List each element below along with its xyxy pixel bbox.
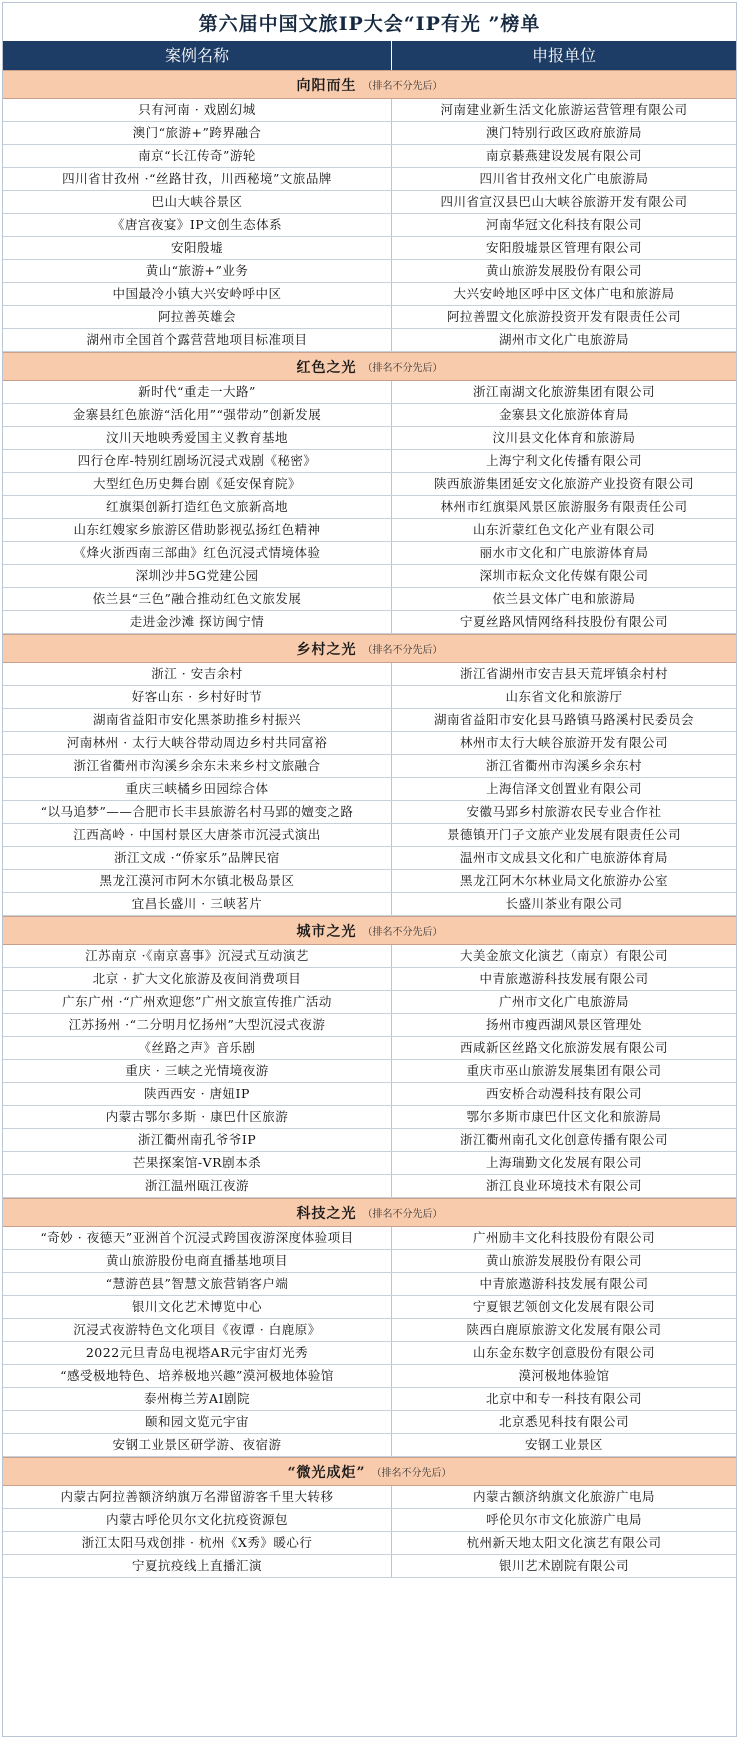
section-header bbox=[3, 1457, 736, 1486]
table-row bbox=[3, 1129, 736, 1152]
case-name-cell: 河南林州 · 太行大峡谷带动周边乡村共同富裕 bbox=[3, 732, 392, 754]
section-note: （排名不分先后） bbox=[362, 363, 443, 374]
table-row bbox=[3, 145, 736, 168]
applicant-cell: 阿拉善盟文化旅游投资开发有限责任公司 bbox=[446, 309, 681, 324]
applicant-cell: 黄山旅游发展股份有限公司 bbox=[485, 263, 642, 278]
applicant-cell: 北京悉见科技有限公司 bbox=[498, 1414, 629, 1429]
applicant-cell: 广州励丰文化科技股份有限公司 bbox=[472, 1230, 655, 1245]
applicant-cell: 浙江省湖州市安吉县天荒坪镇余村村 bbox=[459, 666, 668, 681]
applicant-cell: 西安桥合动漫科技有限公司 bbox=[485, 1086, 642, 1101]
table-row bbox=[3, 1411, 736, 1434]
case-name-cell: 江西高岭 · 中国村景区大唐茶市沉浸式演出 bbox=[3, 824, 392, 846]
table-row bbox=[3, 1060, 736, 1083]
table-row bbox=[3, 1365, 736, 1388]
table-row bbox=[3, 542, 736, 565]
case-name-cell: 浙江文成 ·“侨家乐”品牌民宿 bbox=[3, 847, 392, 869]
case-name-cell: 江苏南京 ·《南京喜事》沉浸式互动演艺 bbox=[3, 945, 392, 967]
applicant-cell: 重庆市巫山旅游发展集团有限公司 bbox=[466, 1063, 662, 1078]
table-row bbox=[3, 260, 736, 283]
case-name-cell: 内蒙古呼伦贝尔文化抗疫资源包 bbox=[3, 1509, 392, 1531]
table-row bbox=[3, 611, 736, 634]
applicant-cell: 广州市文化广电旅游局 bbox=[498, 994, 629, 1009]
applicant-cell: 四川省宣汉县巴山大峡谷旅游开发有限公司 bbox=[440, 194, 688, 209]
table-row bbox=[3, 214, 736, 237]
case-name-cell: 宜昌长盛川 · 三峡茗片 bbox=[3, 893, 392, 915]
applicant-cell: 宁夏丝路风情网络科技股份有限公司 bbox=[459, 614, 668, 629]
case-name-cell: “奇妙 · 夜德天”亚洲首个沉浸式跨国夜游深度体验项目 bbox=[3, 1227, 392, 1249]
table-row bbox=[3, 991, 736, 1014]
case-name-cell: “以马追梦”——合肥市长丰县旅游名村马郢的嬗变之路 bbox=[3, 801, 392, 823]
table-row bbox=[3, 1434, 736, 1457]
table-row bbox=[3, 1273, 736, 1296]
section-title: 科技之光 bbox=[296, 1205, 357, 1222]
case-name-cell: 巴山大峡谷景区 bbox=[3, 191, 392, 213]
table-row bbox=[3, 663, 736, 686]
applicant-cell: 安钢工业景区 bbox=[524, 1437, 603, 1452]
case-name-cell: 中国最冷小镇大兴安岭呼中区 bbox=[3, 283, 392, 305]
applicant-cell: 安阳殷墟景区管理有限公司 bbox=[485, 240, 642, 255]
applicant-cell: 大美金旅文化演艺（南京）有限公司 bbox=[459, 948, 668, 963]
applicant-cell: 浙江省衢州市沟溪乡余东村 bbox=[485, 758, 642, 773]
table-row bbox=[3, 778, 736, 801]
applicant-cell: 山东金东数字创意股份有限公司 bbox=[472, 1345, 655, 1360]
applicant-cell: 河南华冠文化科技有限公司 bbox=[485, 217, 642, 232]
case-name-cell: 广东广州 ·“广州欢迎您”广州文旅宣传推广活动 bbox=[3, 991, 392, 1013]
applicant-cell: 丽水市文化和广电旅游体育局 bbox=[479, 545, 649, 560]
case-name-cell: 银川文化艺术博览中心 bbox=[3, 1296, 392, 1318]
table-row bbox=[3, 1152, 736, 1175]
table-row bbox=[3, 945, 736, 968]
case-name-cell: 新时代“重走一大路” bbox=[3, 381, 392, 403]
case-name-cell: 安阳殷墟 bbox=[3, 237, 392, 259]
table-row bbox=[3, 732, 736, 755]
case-name-cell: 黑龙江漠河市阿木尔镇北极岛景区 bbox=[3, 870, 392, 892]
applicant-cell: 浙江衢州南孔文化创意传播有限公司 bbox=[459, 1132, 668, 1147]
table-row bbox=[3, 1227, 736, 1250]
table-row bbox=[3, 306, 736, 329]
table-row bbox=[3, 283, 736, 306]
case-name-cell: 大型红色历史舞台剧《延安保育院》 bbox=[3, 473, 392, 495]
table-row bbox=[3, 473, 736, 496]
table-row bbox=[3, 404, 736, 427]
applicant-cell: 中青旅遨游科技发展有限公司 bbox=[479, 1276, 649, 1291]
case-name-cell: 四行仓库-特别红剧场沉浸式戏剧《秘密》 bbox=[3, 450, 392, 472]
table-row bbox=[3, 237, 736, 260]
section-header bbox=[3, 916, 736, 945]
case-name-cell: 走进金沙滩 探访闽宁情 bbox=[3, 611, 392, 633]
applicant-cell: 上海宁利文化传播有限公司 bbox=[485, 453, 642, 468]
table-row bbox=[3, 1083, 736, 1106]
table-header bbox=[3, 41, 736, 70]
table-row bbox=[3, 381, 736, 404]
case-name-cell: 沉浸式夜游特色文化项目《夜谭 · 白鹿原》 bbox=[3, 1319, 392, 1341]
applicant-cell: 汶川县文化体育和旅游局 bbox=[492, 430, 636, 445]
case-name-cell: “感受极地特色、培养极地兴趣”漠河极地体验馆 bbox=[3, 1365, 392, 1387]
table-row bbox=[3, 1319, 736, 1342]
table-row bbox=[3, 519, 736, 542]
table-row bbox=[3, 709, 736, 732]
applicant-cell: 北京中和专一科技有限公司 bbox=[485, 1391, 642, 1406]
applicant-cell: 林州市红旗渠风景区旅游服务有限责任公司 bbox=[440, 499, 688, 514]
case-name-cell: 《唐宫夜宴》IP文创生态体系 bbox=[3, 214, 392, 236]
case-name-cell: 《丝路之声》音乐剧 bbox=[3, 1037, 392, 1059]
case-name-cell: 2022元旦青岛电视塔AR元宇宙灯光秀 bbox=[3, 1342, 392, 1364]
applicant-cell: 湖州市文化广电旅游局 bbox=[498, 332, 629, 347]
applicant-cell: 中青旅遨游科技发展有限公司 bbox=[479, 971, 649, 986]
case-name-cell: 芒果探案馆-VR剧本杀 bbox=[3, 1152, 392, 1174]
case-name-cell: 好客山东 · 乡村好时节 bbox=[3, 686, 392, 708]
applicant-cell: 景德镇开门子文旅产业发展有限责任公司 bbox=[446, 827, 681, 842]
applicant-cell: 长盛川茶业有限公司 bbox=[505, 896, 623, 911]
table-row bbox=[3, 565, 736, 588]
applicant-cell: 陕西旅游集团延安文化旅游产业投资有限公司 bbox=[433, 476, 694, 491]
case-name-cell: 浙江 · 安吉余村 bbox=[3, 663, 392, 685]
applicant-cell: 漠河极地体验馆 bbox=[518, 1368, 610, 1383]
section-title: 乡村之光 bbox=[296, 641, 357, 658]
table-row bbox=[3, 870, 736, 893]
case-name-cell: 内蒙古阿拉善额济纳旗万名滞留游客千里大转移 bbox=[3, 1486, 392, 1508]
table-row bbox=[3, 1296, 736, 1319]
case-name-cell: 浙江衢州南孔爷爷IP bbox=[3, 1129, 392, 1151]
table-row bbox=[3, 1106, 736, 1129]
section-title: 向阳而生 bbox=[296, 77, 357, 94]
applicant-cell: 银川艺术剧院有限公司 bbox=[498, 1558, 629, 1573]
table-row bbox=[3, 1037, 736, 1060]
table-row bbox=[3, 1175, 736, 1198]
table-row bbox=[3, 168, 736, 191]
applicant-cell: 呼伦贝尔市文化旅游广电局 bbox=[485, 1512, 642, 1527]
case-name-cell: 《烽火浙西南三部曲》红色沉浸式情境体验 bbox=[3, 542, 392, 564]
table-row bbox=[3, 1014, 736, 1037]
applicant-cell: 西咸新区丝路文化旅游发展有限公司 bbox=[459, 1040, 668, 1055]
section-note: （排名不分先后） bbox=[362, 1209, 443, 1220]
section-title: 城市之光 bbox=[296, 923, 357, 940]
case-name-cell: 宁夏抗疫线上直播汇演 bbox=[3, 1555, 392, 1577]
table-row bbox=[3, 122, 736, 145]
table-row bbox=[3, 496, 736, 519]
section-note: （排名不分先后） bbox=[362, 927, 443, 938]
table-row bbox=[3, 191, 736, 214]
case-name-cell: 颐和园文览元宇宙 bbox=[3, 1411, 392, 1433]
case-name-cell: 四川省甘孜州 ·“丝路甘孜，川西秘境”文旅品牌 bbox=[3, 168, 392, 190]
case-name-cell: 安钢工业景区研学游、夜宿游 bbox=[3, 1434, 392, 1456]
case-name-cell: 浙江温州瓯江夜游 bbox=[3, 1175, 392, 1197]
case-name-cell: 南京“长江传奇”游轮 bbox=[3, 145, 392, 167]
applicant-cell: 黑龙江阿木尔林业局文化旅游办公室 bbox=[459, 873, 668, 888]
applicant-cell: 杭州新天地太阳文化演艺有限公司 bbox=[466, 1535, 662, 1550]
case-name-cell: 浙江太阳马戏创排 · 杭州《X秀》暖心行 bbox=[3, 1532, 392, 1554]
applicant-cell: 山东省文化和旅游厅 bbox=[505, 689, 623, 704]
applicant-cell: 内蒙古额济纳旗文化旅游广电局 bbox=[472, 1489, 655, 1504]
applicant-cell: 安徽马郢乡村旅游农民专业合作社 bbox=[466, 804, 662, 819]
case-name-cell: 依兰县“三色”融合推动红色文旅发展 bbox=[3, 588, 392, 610]
applicant-cell: 金寨县文化旅游体育局 bbox=[498, 407, 629, 422]
applicant-cell: 扬州市瘦西湖风景区管理处 bbox=[485, 1017, 642, 1032]
table-row bbox=[3, 1555, 736, 1578]
applicant-cell: 四川省甘孜州文化广电旅游局 bbox=[479, 171, 649, 186]
applicant-cell: 依兰县文体广电和旅游局 bbox=[492, 591, 636, 606]
table-row bbox=[3, 1388, 736, 1411]
table-row bbox=[3, 824, 736, 847]
section-note: （排名不分先后） bbox=[362, 645, 443, 656]
section-title: 红色之光 bbox=[296, 359, 357, 376]
table-row bbox=[3, 1486, 736, 1509]
case-name-cell: 红旗渠创新打造红色文旅新高地 bbox=[3, 496, 392, 518]
applicant-cell: 浙江南湖文化旅游集团有限公司 bbox=[472, 384, 655, 399]
case-name-cell: 重庆三峡橘乡田园综合体 bbox=[3, 778, 392, 800]
applicant-cell: 林州市太行大峡谷旅游开发有限公司 bbox=[459, 735, 668, 750]
applicant-cell: 温州市文成县文化和广电旅游体育局 bbox=[459, 850, 668, 865]
applicant-cell: 鄂尔多斯市康巴什区文化和旅游局 bbox=[466, 1109, 662, 1124]
table-row bbox=[3, 1250, 736, 1273]
table-row bbox=[3, 99, 736, 122]
table-row bbox=[3, 686, 736, 709]
case-name-cell: 江苏扬州 ·“二分明月忆扬州”大型沉浸式夜游 bbox=[3, 1014, 392, 1036]
case-name-cell: 山东红嫂家乡旅游区借助影视弘扬红色精神 bbox=[3, 519, 392, 541]
applicant-cell: 山东沂蒙红色文化产业有限公司 bbox=[472, 522, 655, 537]
applicant-cell: 河南建业新生活文化旅游运营管理有限公司 bbox=[440, 102, 688, 117]
section-header bbox=[3, 634, 736, 663]
case-name-cell: 湖南省益阳市安化黑茶助推乡村振兴 bbox=[3, 709, 392, 731]
applicant-cell: 大兴安岭地区呼中区文体广电和旅游局 bbox=[453, 286, 675, 301]
table-row bbox=[3, 893, 736, 916]
table-row bbox=[3, 847, 736, 870]
section-note: （排名不分先后） bbox=[371, 1468, 452, 1479]
section-note: （排名不分先后） bbox=[362, 81, 443, 92]
section-header bbox=[3, 352, 736, 381]
case-name-cell: 黄山“旅游+”业务 bbox=[3, 260, 392, 282]
case-name-cell: 北京 · 扩大文化旅游及夜间消费项目 bbox=[3, 968, 392, 990]
table-row bbox=[3, 968, 736, 991]
applicant-cell: 南京綦燕建设发展有限公司 bbox=[485, 148, 642, 163]
case-name-cell: 黄山旅游股份电商直播基地项目 bbox=[3, 1250, 392, 1272]
section-header bbox=[3, 70, 736, 99]
case-name-cell: 陕西西安 · 唐妞IP bbox=[3, 1083, 392, 1105]
applicant-cell: 陕西白鹿原旅游文化发展有限公司 bbox=[466, 1322, 662, 1337]
table-row bbox=[3, 755, 736, 778]
applicant-cell: 黄山旅游发展股份有限公司 bbox=[485, 1253, 642, 1268]
applicant-cell: 澳门特别行政区政府旅游局 bbox=[485, 125, 642, 140]
table-row bbox=[3, 588, 736, 611]
case-name-cell: 泰州梅兰芳AI剧院 bbox=[3, 1388, 392, 1410]
case-name-cell: 浙江省衢州市沟溪乡余东未来乡村文旅融合 bbox=[3, 755, 392, 777]
ranking-table bbox=[2, 2, 737, 1737]
section-header bbox=[3, 1198, 736, 1227]
case-name-cell: 澳门“旅游+”跨界融合 bbox=[3, 122, 392, 144]
case-name-cell: 深圳沙井5G党建公园 bbox=[3, 565, 392, 587]
case-name-cell: 汶川天地映秀爱国主义教育基地 bbox=[3, 427, 392, 449]
table-row bbox=[3, 1509, 736, 1532]
table-row bbox=[3, 329, 736, 352]
table-row bbox=[3, 1342, 736, 1365]
table-row bbox=[3, 801, 736, 824]
case-name-cell: 阿拉善英雄会 bbox=[3, 306, 392, 328]
page-title: 第六届中国文旅IP大会“IP有光 ”榜单 bbox=[198, 12, 541, 35]
case-name-cell: 只有河南 · 戏剧幻城 bbox=[3, 99, 392, 121]
applicant-cell: 上海信泽文创置业有限公司 bbox=[485, 781, 642, 796]
case-name-cell: “慧游芭县”智慧文旅营销客户端 bbox=[3, 1273, 392, 1295]
case-name-cell: 金寨县红色旅游“活化用”“强带动”创新发展 bbox=[3, 404, 392, 426]
applicant-cell: 深圳市耘众文化传媒有限公司 bbox=[479, 568, 649, 583]
case-name-cell: 湖州市全国首个露营营地项目标准项目 bbox=[3, 329, 392, 351]
table-row bbox=[3, 1532, 736, 1555]
applicant-cell: 浙江良业环境技术有限公司 bbox=[485, 1178, 642, 1193]
applicant-cell: 上海瑞勤文化发展有限公司 bbox=[485, 1155, 642, 1170]
header-case-name: 案例名称 bbox=[3, 41, 392, 70]
applicant-cell: 宁夏银艺领创文化发展有限公司 bbox=[472, 1299, 655, 1314]
table-row bbox=[3, 427, 736, 450]
section-title: “微光成炬” bbox=[287, 1464, 366, 1481]
table-row bbox=[3, 450, 736, 473]
case-name-cell: 重庆 · 三峡之光情境夜游 bbox=[3, 1060, 392, 1082]
case-name-cell: 内蒙古鄂尔多斯 · 康巴什区旅游 bbox=[3, 1106, 392, 1128]
applicant-cell: 湖南省益阳市安化县马路镇马路溪村民委员会 bbox=[433, 712, 694, 727]
header-applicant: 申报单位 bbox=[531, 46, 596, 65]
